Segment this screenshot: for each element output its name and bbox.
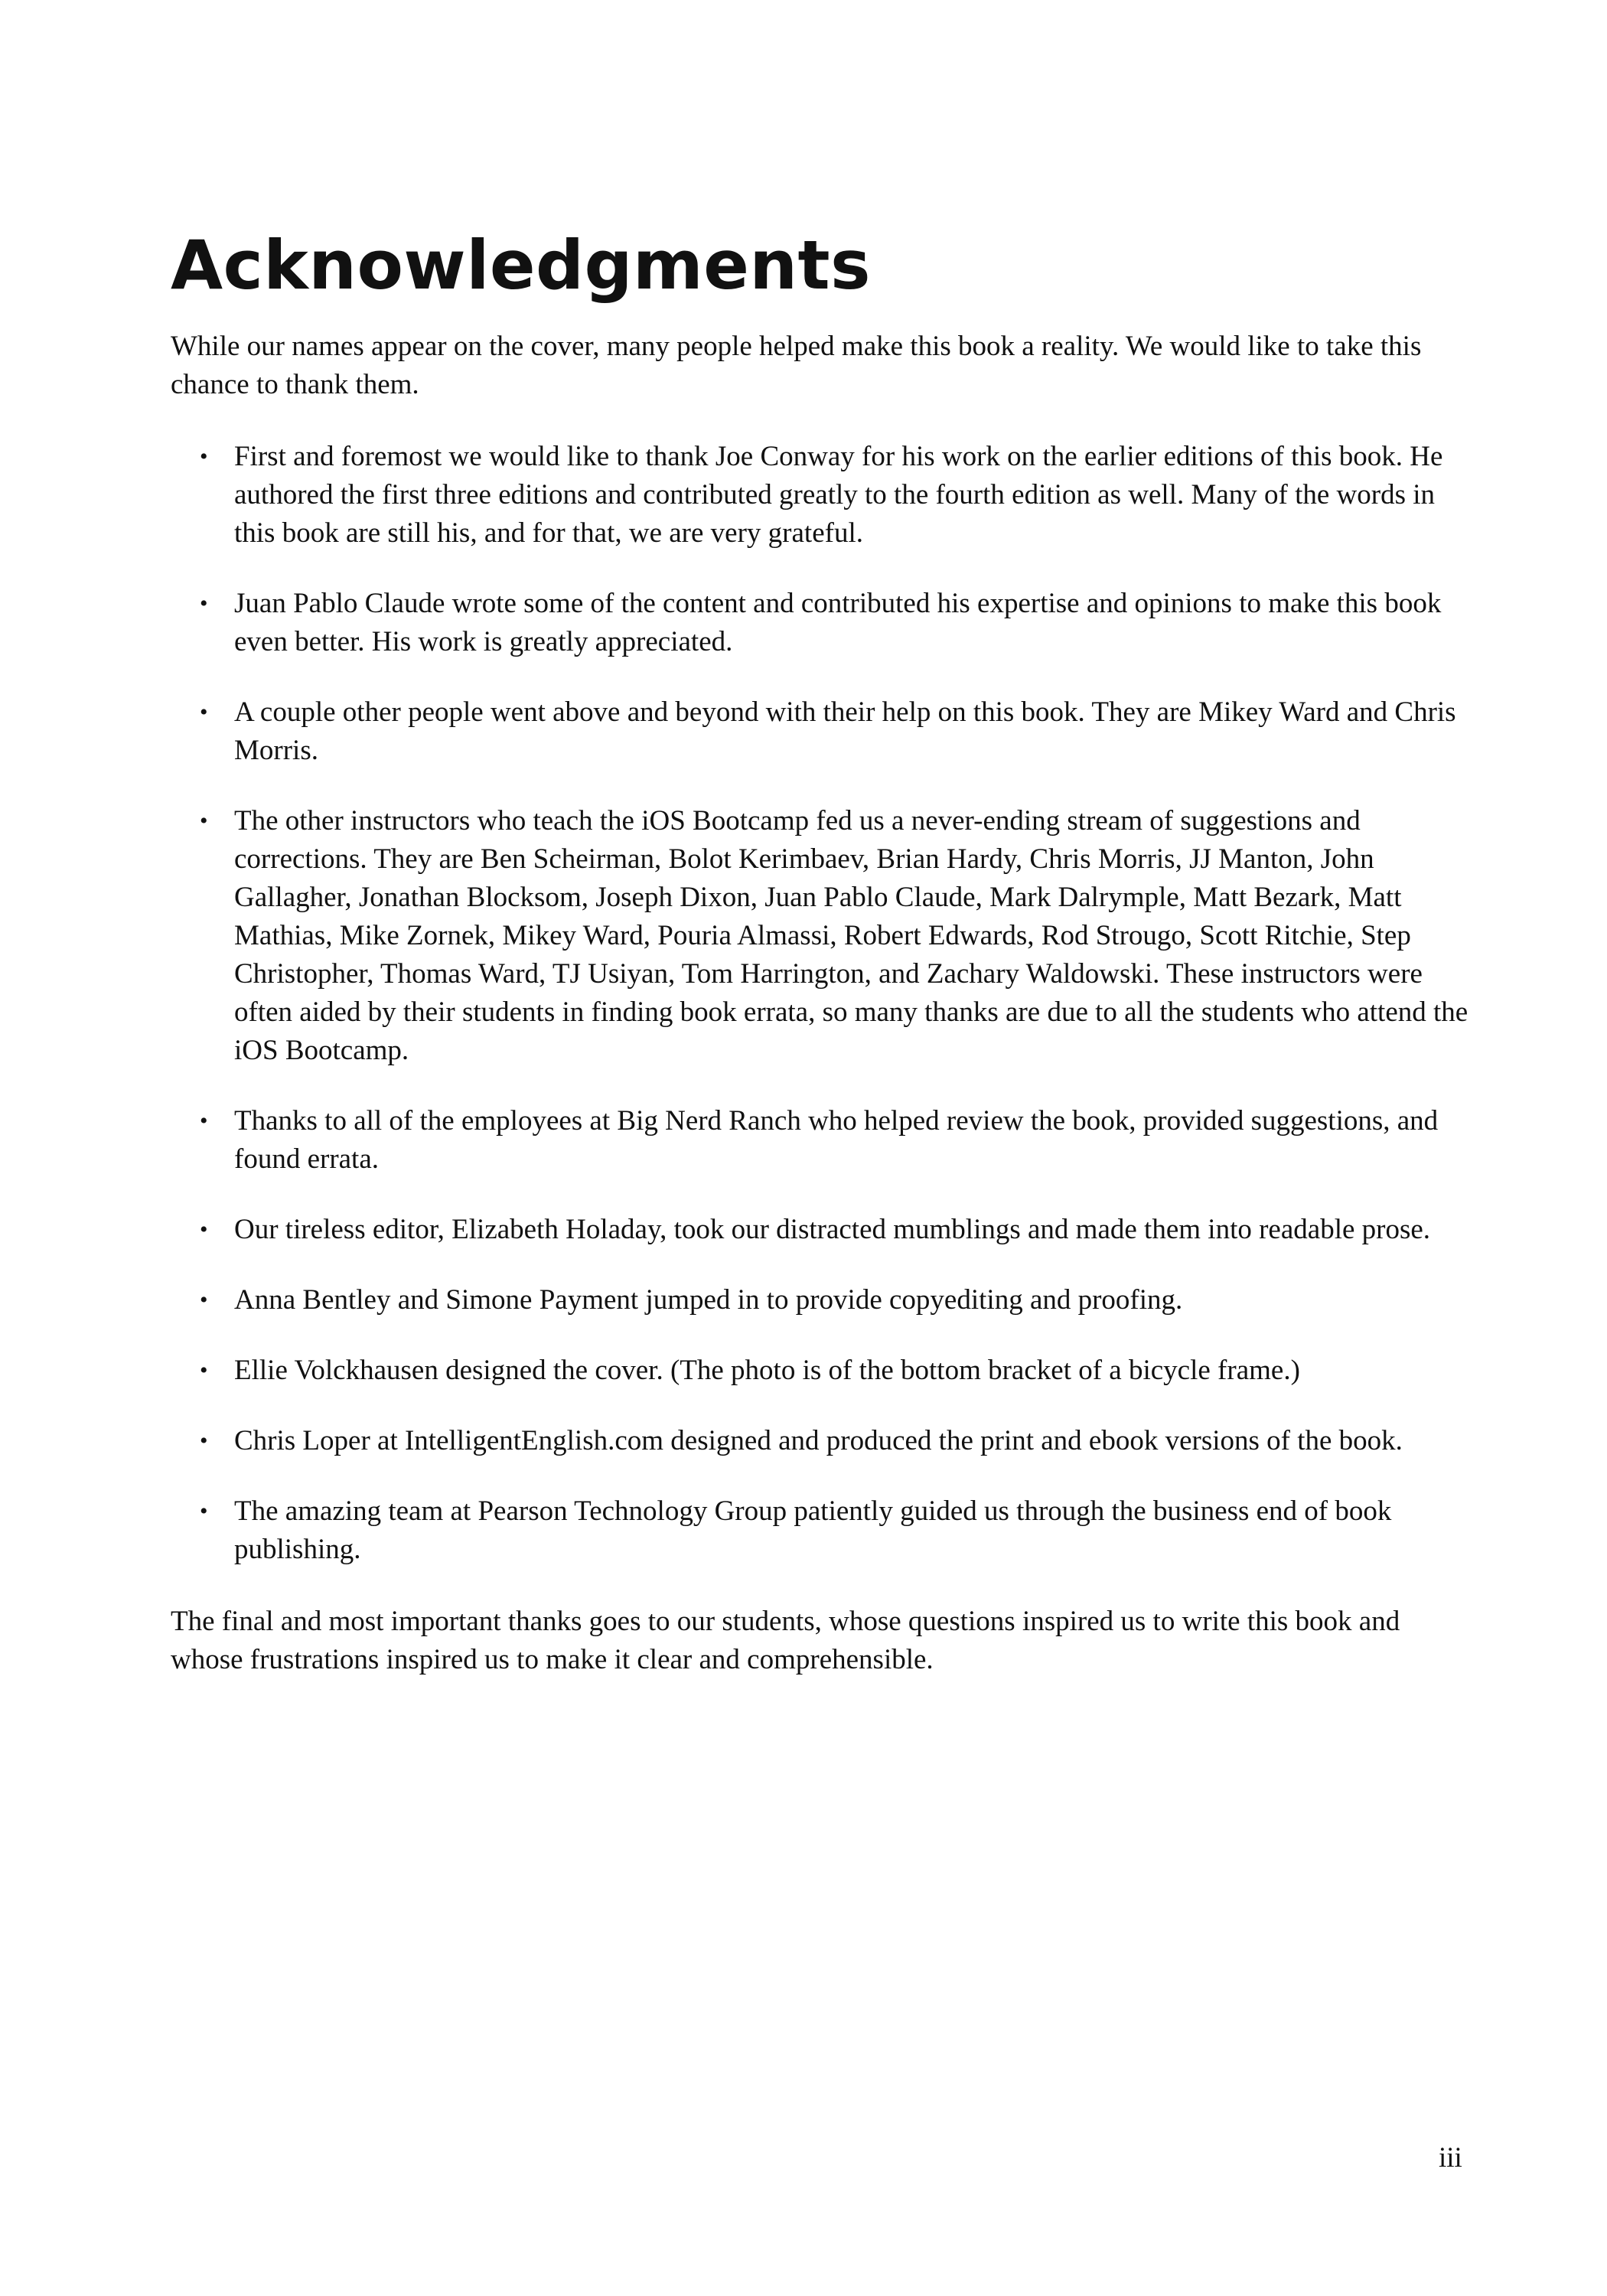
- list-item-text: Our tireless editor, Elizabeth Holaday, took our distracted mumblings and made them into readable prose.: [234, 1214, 1431, 1245]
- list-item-text: Juan Pablo Claude wrote some of the content and contributed his expertise and opinions to make this book even better. His work is greatly appreciated.: [234, 588, 1442, 657]
- page-number: iii: [1439, 2142, 1462, 2174]
- list-item-text: Anna Bentley and Simone Payment jumped in to provide copyediting and proofing.: [234, 1284, 1183, 1316]
- bullet-icon: •: [200, 1428, 208, 1453]
- bullet-icon: •: [200, 1217, 208, 1242]
- bullet-icon: •: [200, 1499, 208, 1524]
- list-item-text: Thanks to all of the employees at Big Nerd Ranch who helped review the book, provided suggestions, and found errata.: [234, 1105, 1439, 1175]
- bullet-icon: •: [200, 444, 208, 469]
- list-item-text: A couple other people went above and beyond with their help on this book. They are Mikey Ward and Chris Morris.: [234, 696, 1456, 766]
- bullet-icon: •: [200, 1287, 208, 1313]
- bullet-icon: •: [200, 591, 208, 616]
- list-item: [171, 1102, 1475, 1179]
- bullet-icon: •: [200, 1108, 208, 1133]
- list-item: [171, 1422, 1475, 1460]
- page-title: Acknowledgments: [171, 226, 871, 305]
- list-item: [171, 438, 1475, 553]
- bullet-icon: •: [200, 808, 208, 833]
- list-item-text: Chris Loper at IntelligentEnglish.com designed and produced the print and ebook versions of the book.: [234, 1425, 1403, 1456]
- bullet-icon: •: [200, 1358, 208, 1383]
- intro-paragraph: While our names appear on the cover, many people helped make this book a reality. We would like to take this chance to thank them.: [171, 331, 1422, 400]
- list-item: [171, 1352, 1475, 1390]
- list-item: [171, 693, 1475, 770]
- list-item: [171, 1281, 1475, 1319]
- list-item: [171, 1492, 1475, 1569]
- list-item-text: The other instructors who teach the iOS Bootcamp fed us a never-ending stream of suggestions and corrections. They are Ben Scheirman, Bolot Kerimbaev, Brian Hardy, Chris Morris, JJ Manton, John Gallagher, Jonathan Blocksom, Joseph Dixon, Juan Pablo Claude, Mark Dalrymple, Matt Bezark, Matt Mathias, Mike Zornek, Mikey Ward, Pouria Almassi, Robert Edwards, Rod Strougo, Scott Ritchie, Step Christopher, Thomas Ward, TJ Usiyan, Tom Harrington, and Zachary Waldowski. These instructors were often aided by their students in finding book errata, so many thanks are due to all the students who attend the iOS Bootcamp.: [234, 805, 1468, 1066]
- list-item: [171, 802, 1475, 1070]
- list-item: [171, 585, 1475, 661]
- list-item-text: Ellie Volckhausen designed the cover. (The photo is of the bottom bracket of a bicycle frame.): [234, 1355, 1300, 1386]
- bullet-icon: •: [200, 700, 208, 725]
- list-item-text: The amazing team at Pearson Technology Group patiently guided us through the business end of book publishing.: [234, 1495, 1392, 1565]
- closing-paragraph: The final and most important thanks goes to our students, whose questions inspired us to write this book and whose frustrations inspired us to make it clear and comprehensible.: [171, 1606, 1400, 1675]
- list-item-text: First and foremost we would like to thank Joe Conway for his work on the earlier editions of this book. He authored the first three editions and contributed greatly to the fourth edition as well. Many of the words in this book are still his, and for that, we are very grateful.: [234, 441, 1443, 549]
- list-item: [171, 1211, 1475, 1249]
- page-content: [171, 328, 1475, 1679]
- acknowledgment-list: [171, 438, 1475, 1569]
